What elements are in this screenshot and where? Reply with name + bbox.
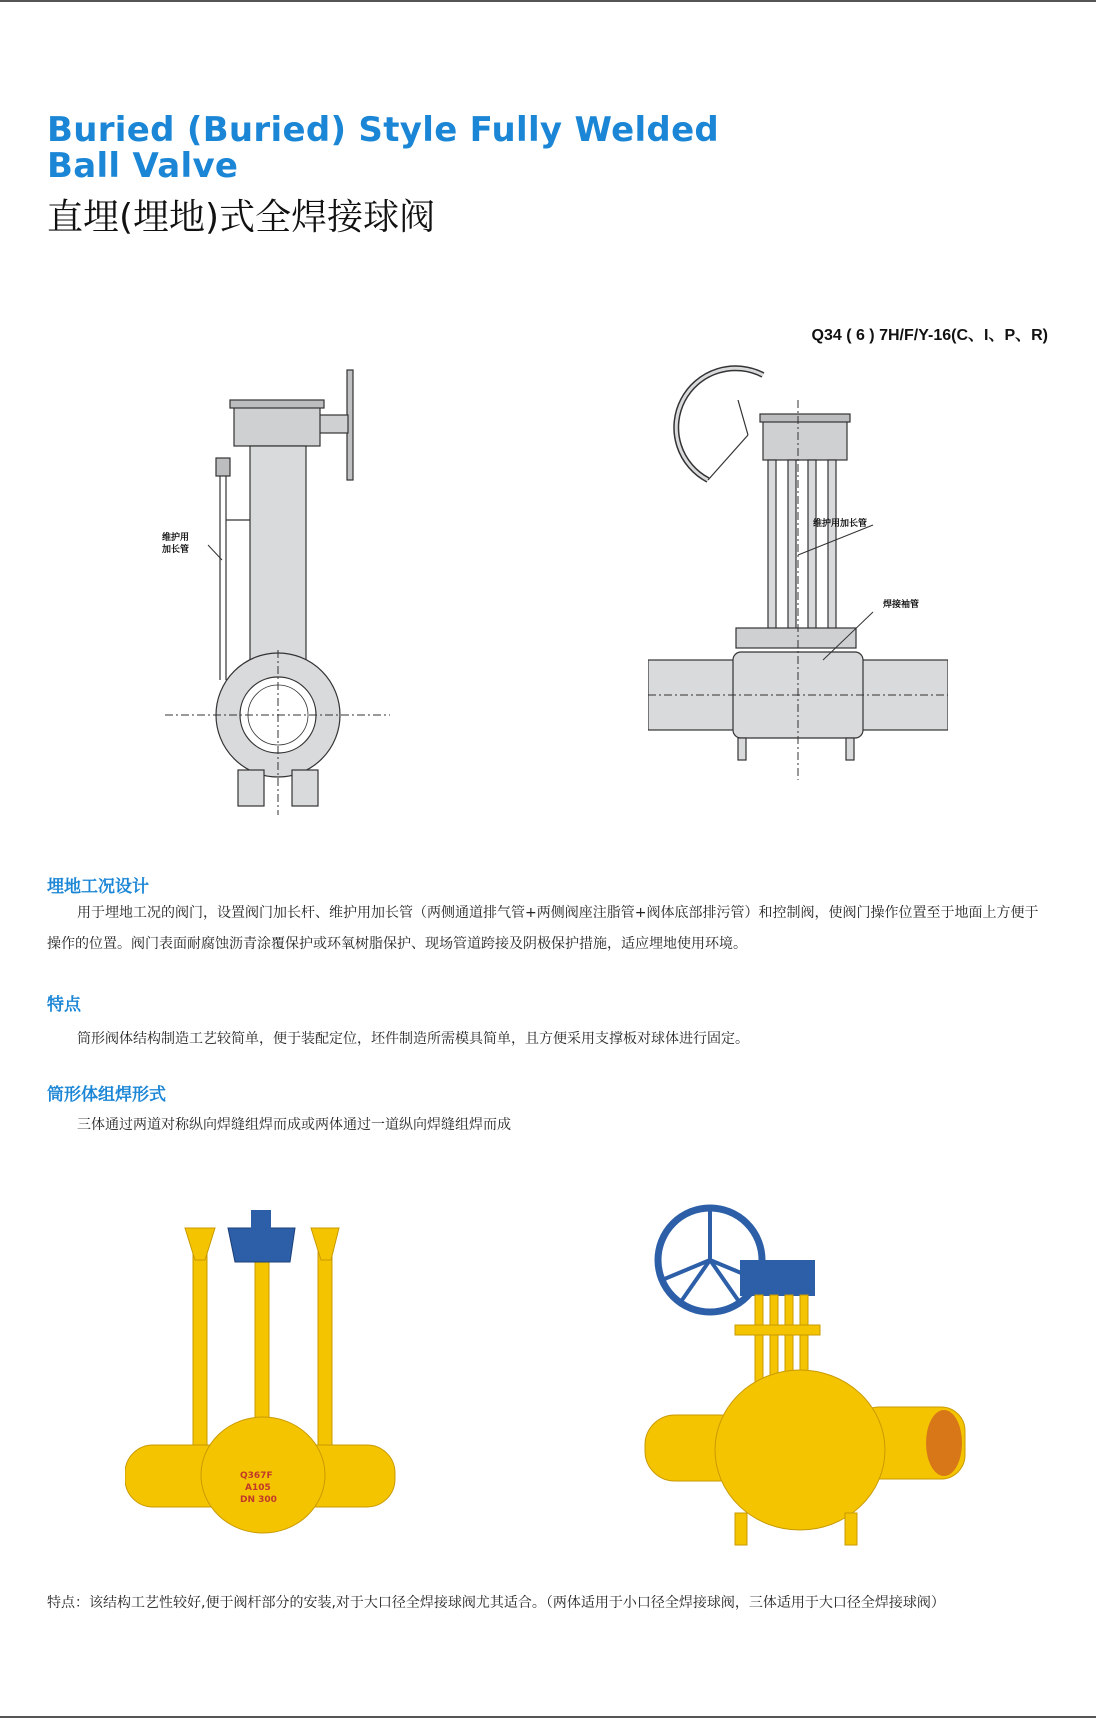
section-heading-buried-design: 埋地工况设计 (47, 877, 149, 897)
page-title-chinese: 直埋(埋地)式全焊接球阀 (47, 197, 436, 238)
left-callout-line1: 维护用 (162, 533, 190, 543)
product-photo-left (125, 1200, 405, 1550)
section-body-weld-form: 三体通过两道对称纵向焊缝组焊而成或两体通过一道纵向焊缝组焊而成 (77, 1117, 511, 1133)
left-callout-line2: 加长管 (162, 545, 190, 555)
section-heading-features: 特点 (47, 995, 81, 1015)
right-callout-extension-pipe: 维护用加长管 (813, 519, 868, 529)
footer-note: 特点：该结构工艺性较好,便于阀杆部分的安装,对于大口径全焊接球阀尤其适合。（两体适用于小口径全焊接球阀，三体适用于大口径全焊接球阀） (47, 1595, 945, 1611)
page-title-english: Buried (Buried) Style Fully Welded Ball Valve (47, 110, 720, 186)
product-photo-right (640, 1195, 975, 1555)
photo-label-line2: A105 (245, 1483, 271, 1493)
right-callout-welding-sleeve: 焊接袖管 (883, 600, 920, 610)
section-body-features: 筒形阀体结构制造工艺较简单，便于装配定位，坯件制造所需模具简单，且方便采用支撑板对球体进行固定。 (77, 1031, 749, 1047)
drawing-side-view (160, 360, 390, 820)
section-heading-weld-form: 筒形体组焊形式 (47, 1085, 166, 1105)
photo-label-line3: DN 300 (240, 1495, 277, 1505)
drawing-front-view (648, 360, 948, 820)
top-border (0, 0, 1096, 2)
section-body-buried-design: 用于埋地工况的阀门，设置阀门加长杆、维护用加长管（两侧通道排气管+两侧阀座注脂管+阀体底部排污管）和控制阀，使阀门操作位置至于地面上方便于操作的位置。阀门表面耐腐蚀沥青涂覆保护或环氧树脂保护、现场管道跨接及阴极保护措施，适应埋地使用环境。 (47, 905, 1039, 952)
photo-label-line1: Q367F (240, 1471, 273, 1481)
model-code: Q34 ( 6 ) 7H/F/Y-16(C、I、P、R) (811, 327, 1048, 344)
